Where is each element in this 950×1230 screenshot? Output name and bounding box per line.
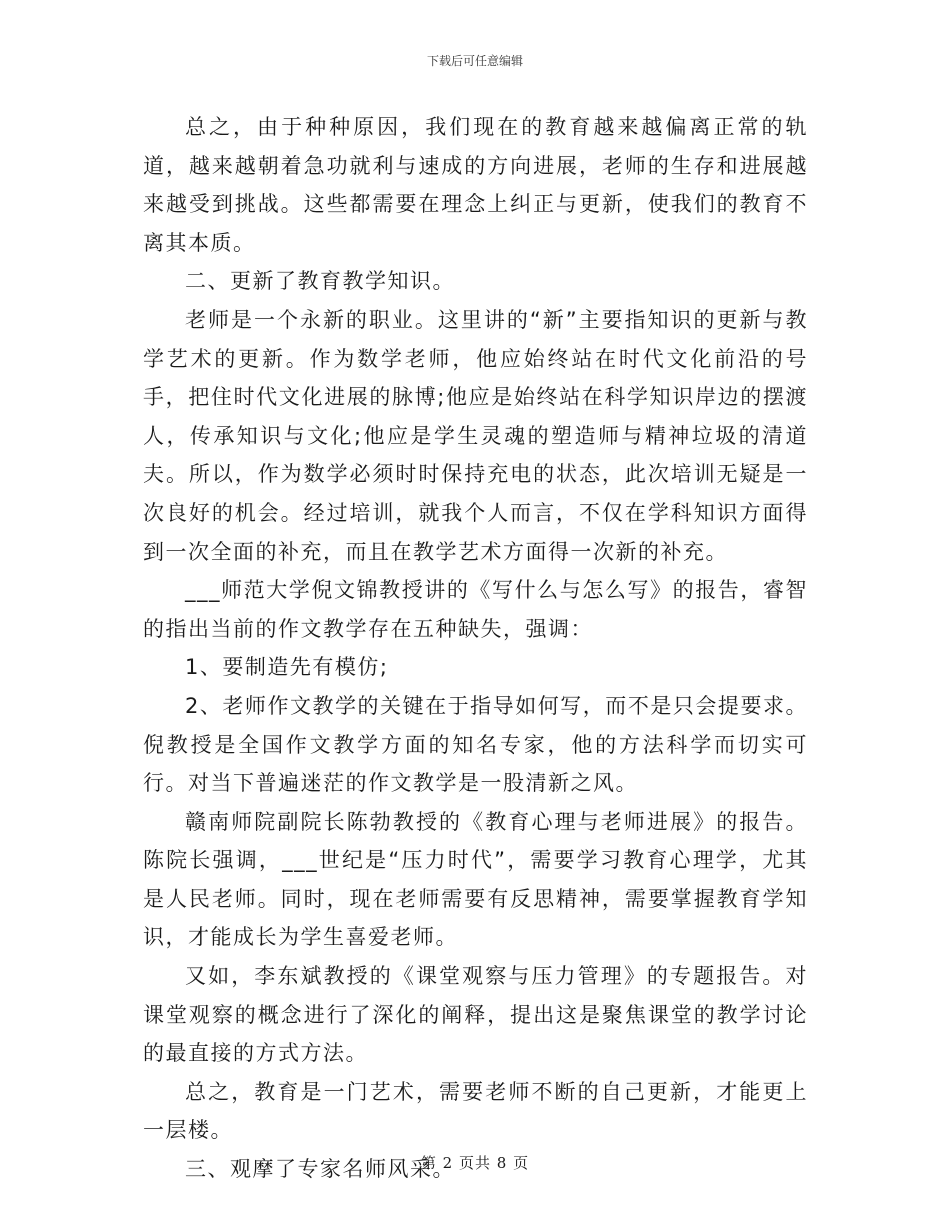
page-footer: 第 2 页共 8 页	[420, 1154, 530, 1172]
paragraph-summary-art: 总之，教育是一门艺术，需要老师不断的自己更新，才能更上一层楼。	[143, 1079, 808, 1143]
paragraph-summary-intro: 总之，由于种种原因，我们现在的教育越来越偏离正常的轨道，越来越朝着急功就利与速成的方向进展，老师的生存和进展越来越受到挑战。这些都需要在理念上纠正与更新，使我们的教育不离其本质。	[143, 115, 808, 255]
section-heading-two: 二、更新了教育教学知识。	[185, 269, 455, 294]
list-item-one: 1、要制造先有模仿;	[185, 655, 389, 680]
section-heading-three: 三、观摩了专家名师风采。	[185, 1157, 455, 1182]
paragraph-ni-wenjin-report: ___师范大学倪文锦教授讲的《写什么与怎么写》的报告，睿智的指出当前的作文教学存在五种缺失，强调：	[143, 578, 808, 641]
paragraph-teacher-profession: 老师是一个永新的职业。这里讲的“新”主要指知识的更新与教学艺术的更新。作为数学老师，他应始终站在时代文化前沿的号手，把住时代文化进展的脉博;他应是始终站在科学知识岸边的摆渡人，传承知识与文化;他应是学生灵魂的塑造师与精神垃圾的清道夫。所以，作为数学必须时时保持充电的状态，此次培训无疑是一次良好的机会。经过培训，就我个人而言，不仅在学科知识方面得到一次全面的补充，而且在教学艺术方面得一次新的补充。	[143, 307, 808, 564]
paragraph-li-dongbin-report: 又如，李东斌教授的《课堂观察与压力管理》的专题报告。对课堂观察的概念进行了深化的阐释，提出这是聚焦课堂的教学讨论的最直接的方式方法。	[143, 964, 808, 1066]
list-item-two: 2、老师作文教学的关键在于指导如何写，而不是只会提要求。倪教授是全国作文教学方面的知名专家，他的方法科学而切实可行。对当下普遍迷茫的作文教学是一股清新之风。	[143, 693, 808, 796]
document-body	[143, 108, 808, 1189]
paragraph-chen-bo-report: 赣南师院副院长陈勃教授的《教育心理与老师进展》的报告。陈院长强调，___世纪是“压力时代”，需要学习教育心理学，尤其是人民老师。同时，现在老师需要有反思精神，需要掌握教育学知识，才能成长为学生喜爱老师。	[143, 809, 808, 950]
page-header: 下载后可任意编辑	[426, 54, 523, 68]
